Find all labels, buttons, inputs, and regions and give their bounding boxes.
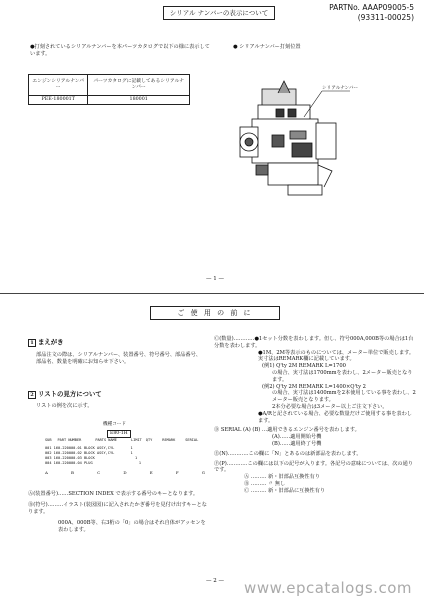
- sheet-rows: [45, 446, 205, 466]
- example-2: (例2) Q'ty 2M REMARK L=1400×Q'ty 2: [262, 383, 366, 390]
- explanation-e: Ⓔ(N)…………この欄に「N」とあるのは新部品を表わします。: [214, 450, 362, 457]
- section-1-heading: [28, 338, 64, 347]
- model-code-label: 機種コード: [103, 422, 126, 427]
- left-explanations: [28, 491, 208, 534]
- explanation-d: Ⓓ SERIAL (A) (B) …適用できるエンジン番号を表わします。: [214, 427, 360, 434]
- serial-intro: ●打刻されているシリアルナンバーを本パーツカタログで以下の様に表示しています。: [30, 44, 210, 57]
- sheet-header-row: [45, 438, 205, 442]
- section-title: ご 使 用 の 前 に: [150, 306, 280, 320]
- sheet-header: REMARK: [162, 438, 176, 442]
- page-title: シリアル ナンバーの表示について: [163, 6, 275, 20]
- example-1: (例1) Q'ty 2M REMARK L=1700: [262, 363, 346, 370]
- model-code: E80-1H: [107, 430, 131, 438]
- section-1-number: 1: [28, 339, 36, 347]
- serial-table-col2-header: パーツカタログに記載してあるシリアルナンバー: [88, 75, 190, 96]
- explanation-f: Ⓕ(P)…………この欄には以下の記号が入ります。各記号の意味については、次の通りです。: [214, 460, 413, 474]
- section-2-body: リストの例を次に示す。: [36, 403, 93, 409]
- sheet-mark: A: [45, 470, 48, 475]
- sheet-mark: F: [175, 470, 179, 475]
- example-2-note: の場合、実寸法は1400mmを2本使用している事を表わし、2メーター販売となります。: [272, 390, 416, 404]
- sample-list-sheet: [45, 424, 205, 482]
- part-number: PARTNo. AAAP09005-5: [329, 3, 414, 12]
- serial-b: (B)……適用終了号機: [272, 440, 322, 447]
- sheet-mark: B: [71, 470, 74, 475]
- sheet-header: LIMIT: [130, 438, 142, 442]
- example-1-note: の場合、実寸法は1700mmを表わし、2メーター販売となります。: [272, 369, 413, 383]
- page-divider: [0, 293, 424, 294]
- stamp-location-heading: ● シリアルナンバー打刻位置: [233, 44, 301, 50]
- serial-table-col1-value: PEE-180001T: [29, 96, 88, 105]
- compat-c: Ⓒ ……… 新・旧部品に互換性有り: [244, 487, 326, 494]
- serial-table-col1-header: エンジンシリアルナンバー: [29, 75, 88, 96]
- sheet-mark: G: [201, 470, 205, 475]
- serial-table-col2-value: 180001: [88, 96, 190, 105]
- sheet-row: 001 160-220000-01 BLOCK ASSY,CYL 1: [45, 446, 133, 450]
- compat-a: Ⓐ ……… 新・旧部品互換性有り: [244, 474, 320, 481]
- sheet-header: QTY: [145, 438, 153, 442]
- section-2-title: リストの見方について: [38, 390, 102, 398]
- section-1-title: まえがき: [38, 338, 64, 346]
- page-number-1: — 1 —: [206, 276, 224, 282]
- part-number-sub: (93311-00025): [357, 12, 414, 22]
- serial-table: [28, 74, 190, 105]
- explanation-ar: ●A/Rと記されている場合、必要な数量だけご使用する事を表わします。: [258, 410, 412, 424]
- section-1-body: 部品注文の際は、シリアルナンバー、装置番号、符号番号、部品番号、部品名、数量を明確にお知らせ下さい。: [36, 352, 201, 365]
- sheet-row: 002 160-220000-02 BLOCK ASSY,CYL 1: [45, 451, 133, 455]
- sheet-row: 003 160-220000-03 BLOCK 1: [45, 456, 138, 460]
- sheet-header: SERIAL: [185, 438, 199, 442]
- explanation-b: Ⓑ(符号)………イラスト(装図図)に記入されたかぎ番号を見付け出すキーとなります。: [28, 502, 207, 515]
- right-explanations: [214, 336, 416, 495]
- part-number-block: [329, 3, 414, 22]
- explanation-a: Ⓐ(装置番号)……SECTION INDEX で表示する番号のキーとなります。: [28, 491, 199, 497]
- sheet-header: PARTS NAME: [95, 438, 117, 442]
- section-2-number: 2: [28, 391, 36, 399]
- serial-number-callout: シリアルナンバー: [322, 86, 359, 91]
- compat-b: Ⓑ ……… 〃 無し: [244, 480, 286, 487]
- explanation-c-meter: ●1M、2M等表示のものについては、メーター単位で販売します。実寸法はREMARK欄に記載しています。: [258, 349, 415, 363]
- sheet-row: 004 160-220000-04 PLUG 1: [45, 461, 141, 465]
- section-2-heading: [28, 390, 102, 399]
- explanation-c: Ⓒ(数量)…………●1セット分数を表わします。但し、符号000A,000B等の場合は1台分数を表わします。: [214, 336, 414, 349]
- explanation-b-note: 000A、000B等、右3桁の「0」の場合はそれ自体がアッセンを表わします。: [58, 520, 206, 533]
- watermark: www.epcatalogs.com: [244, 579, 412, 597]
- sheet-mark: E: [149, 470, 153, 475]
- engine-illustration: [232, 79, 350, 205]
- page-number-2: — 2 —: [206, 578, 224, 584]
- sheet-mark: C: [97, 470, 101, 475]
- sheet-marks: [45, 470, 205, 475]
- sheet-mark: D: [123, 470, 127, 475]
- example-2-order: 2本分必要な場合は3メーター以上ご注文下さい。: [272, 403, 388, 410]
- sheet-header: PART NUMBER: [57, 438, 82, 442]
- sheet-header: SUB: [45, 438, 52, 442]
- serial-a: (A)……適用開始号機: [272, 434, 322, 441]
